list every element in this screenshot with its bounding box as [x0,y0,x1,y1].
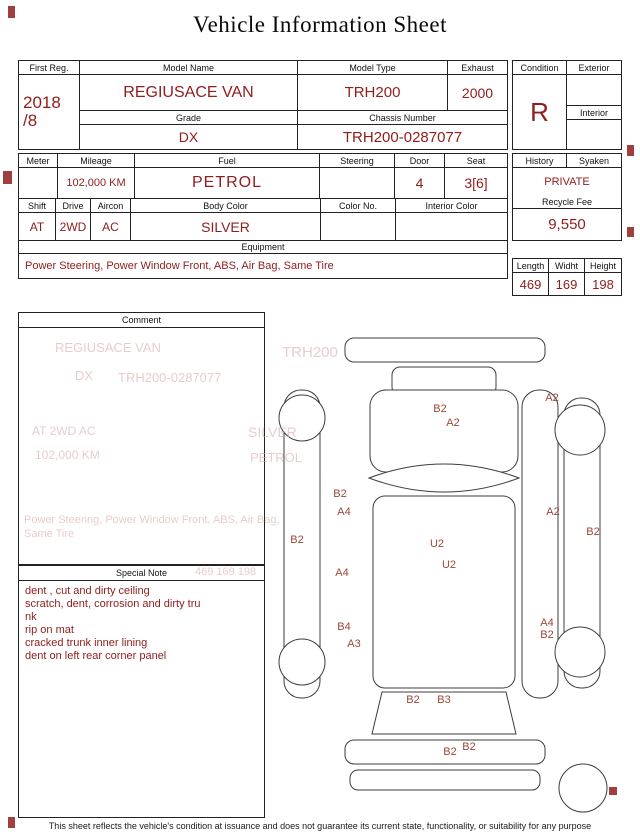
width-value: 169 [549,273,585,296]
rear-right-wheel-shape [555,627,605,677]
height-label: Height [585,259,622,273]
right-side-panel-shape [522,390,558,698]
door-value: 4 [395,168,445,199]
dimensions-table [512,258,622,296]
height-value: 198 [585,273,622,296]
shift-label: Shift [19,199,56,213]
condition-label: Condition [513,61,567,75]
equipment-table [18,241,508,279]
fuel-label: Fuel [135,154,320,168]
registration-mark [627,227,634,237]
special-note-line: nk [25,611,37,623]
recycle-fee-label: Recycle Fee [513,195,622,209]
history-table [512,153,622,196]
damage-mark: B2 [443,746,457,758]
exhaust-label: Exhaust [448,61,508,75]
fuel-value: PETROL [135,168,320,199]
damage-mark: B2 [333,488,347,500]
vehicle-identity-table [18,60,508,150]
history-label: History [513,154,567,168]
first-reg-label: First Reg. [19,61,80,75]
chassis-number-label: Chassis Number [298,111,508,125]
model-name-value: REGIUSACE VAN [80,75,298,111]
special-note-line: dent , cut and dirty ceiling [25,585,150,597]
body-color-label: Body Color [131,199,321,213]
registration-mark [627,145,634,156]
chassis-number-value: TRH200-0287077 [298,125,508,150]
damage-mark: A3 [347,638,361,650]
color-no-label: Color No. [321,199,396,213]
steering-label: Steering [320,154,395,168]
exterior-label: Exterior [567,61,622,75]
condition-table [512,60,622,150]
ghost-text: Same Tire [24,528,75,540]
steering-value-cell [320,168,395,199]
damage-mark: A2 [546,506,560,518]
seat-value: 3[6] [445,168,508,199]
equipment-value: Power Steering, Power Window Front, ABS, Air Bag, Same Tire [19,254,508,279]
car-diagram [270,310,635,815]
ghost-text: TRH200 [282,344,338,361]
damage-mark: B2 [290,534,304,546]
ghost-text: AT 2WD AC [32,424,96,438]
grade-label: Grade [80,111,298,125]
equipment-label: Equipment [19,241,508,254]
recycle-fee-table [512,195,622,241]
grade-value: DX [80,125,298,150]
damage-mark: U2 [441,559,457,571]
registration-mark [8,6,15,18]
meter-fuel-table [18,153,508,199]
damage-mark: A2 [545,392,559,404]
damage-mark: B2 [586,526,600,538]
damage-mark: B4 [337,621,351,633]
comment-box [18,312,265,565]
special-note-line: cracked trunk inner lining [25,637,148,649]
special-note-line: dent on left rear corner panel [25,650,167,662]
seat-label: Seat [445,154,508,168]
drive-value: 2WD [56,213,91,241]
ghost-text: 102,000 KM [35,448,100,462]
interior-value-cell [567,120,622,150]
rear-lower-bar-shape [350,770,540,790]
front-right-wheel-shape [555,405,605,455]
drivetrain-color-table [18,199,508,241]
special-note-label: Special Note [115,568,168,578]
meter-label: Meter [19,154,58,168]
interior-color-value-cell [396,213,508,241]
first-reg-value [19,75,80,150]
exterior-value-cell [567,75,622,106]
roof-shape [373,496,515,688]
ghost-text: 469 169 198 [195,566,257,578]
damage-mark: B3 [437,694,451,706]
special-note-line: rip on mat [25,624,74,636]
syaken-label: Syaken [567,154,622,168]
ghost-text: Power Steering, Power Window Front, ABS, Air Bag, [24,514,280,526]
drive-label: Drive [56,199,91,213]
width-label: Widht [549,259,585,273]
length-value: 469 [513,273,549,296]
spare-wheel-shape [559,764,607,812]
recycle-fee-value: 9,550 [513,209,622,241]
disclaimer-text: This sheet reflects the vehicle's condition at issuance and does not guarantee its current state, functionality, or suitability for any purpose [48,821,592,831]
interior-color-label: Interior Color [396,199,508,213]
ghost-text: DX [75,368,94,383]
damage-mark: B2 [406,694,420,706]
ghost-text: PETROL [250,450,303,465]
damage-mark: A4 [337,506,351,518]
damage-mark: B2 [462,741,476,753]
damage-mark: A4 [335,567,349,579]
history-value: PRIVATE [513,168,622,196]
model-type-label: Model Type [298,61,448,75]
aircon-value: AC [91,213,131,241]
rear-left-wheel-shape [279,639,325,685]
body-color-value: SILVER [131,213,321,241]
registration-mark [3,171,12,184]
front-bumper-shape [345,338,545,362]
comment-label: Comment [121,315,161,325]
mileage-value: 102,000 KM [58,168,135,199]
length-label: Length [513,259,549,273]
damage-mark: A4 [540,617,554,629]
model-name-label: Model Name [80,61,298,75]
damage-mark: A2 [446,417,460,429]
special-note-lines [19,581,264,667]
ghost-text: SILVER [248,424,297,440]
meter-value-cell [19,168,58,199]
interior-label: Interior [567,106,622,120]
shift-value: AT [19,213,56,241]
ghost-text: TRH200-0287077 [118,370,222,385]
first-reg-month: /8 [23,111,38,130]
model-type-value: TRH200 [298,75,448,111]
exhaust-value: 2000 [448,75,508,111]
mileage-label: Mileage [58,154,135,168]
first-reg-year: 2018 [23,93,61,113]
front-left-wheel-shape [279,395,325,441]
special-note-box [18,565,265,818]
ghost-text: REGIUSACE VAN [55,340,161,355]
color-no-value-cell [321,213,396,241]
special-note-line: scratch, dent, corrosion and dirty tru [25,598,201,610]
condition-value: R [513,75,567,150]
damage-mark: B2 [540,629,554,641]
page-title: Vehicle Information Sheet [193,12,447,37]
registration-mark [609,787,617,795]
door-label: Door [395,154,445,168]
damage-mark: B2 [433,403,447,415]
damage-mark: U2 [429,538,445,550]
aircon-label: Aircon [91,199,131,213]
